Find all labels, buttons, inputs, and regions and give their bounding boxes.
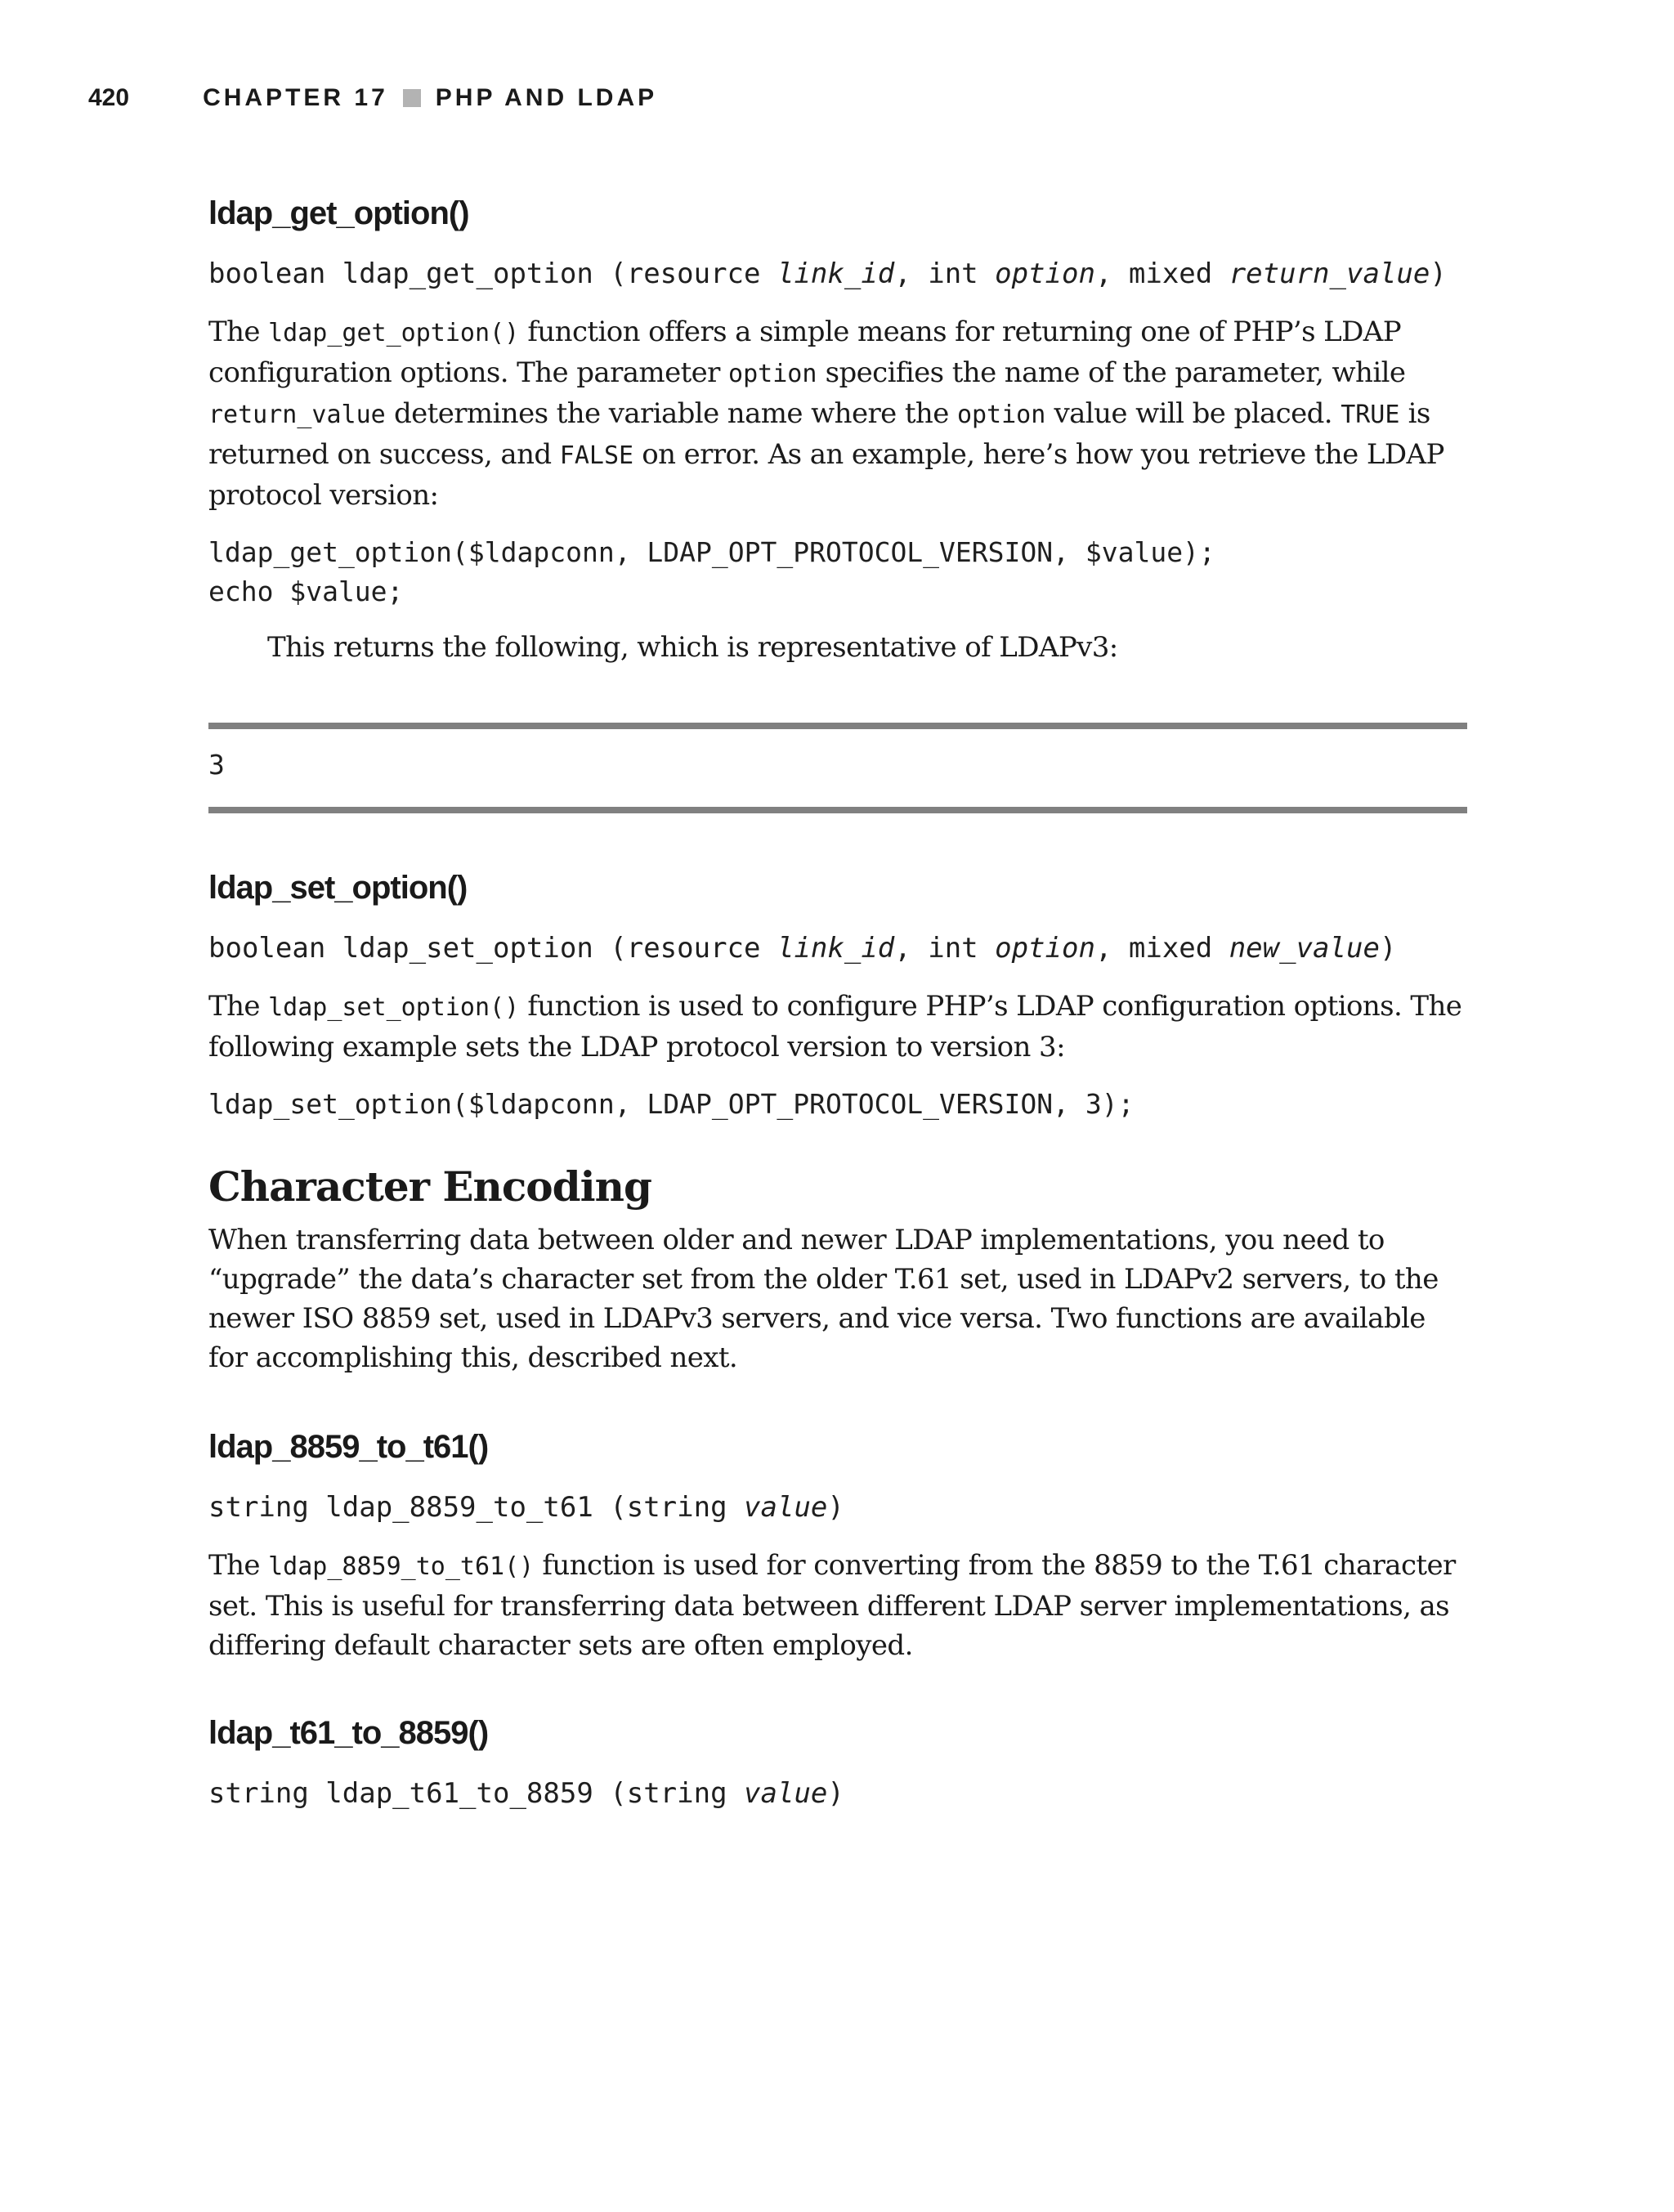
- signature-ldap-set-option: [208, 928, 1467, 969]
- code-line: ldap_get_option($ldapconn, LDAP_OPT_PROTOCOL_VERSION, $value);: [208, 536, 1215, 568]
- text: function is used for converting from the 8859 to the T.61 character set. This is useful for transferring data between different LDAP server implementations, as differing default character sets are often employed.: [208, 1549, 1456, 1662]
- inline-code: TRUE: [1341, 401, 1400, 429]
- text: value will be placed.: [1045, 397, 1341, 430]
- code-block-set-option: ldap_set_option($ldapconn, LDAP_OPT_PROTOCOL_VERSION, 3);: [208, 1088, 1135, 1120]
- sig-text: , int: [894, 257, 996, 290]
- sig-arg: new_value: [1229, 932, 1380, 965]
- text: on error. As an example, here’s how you retrieve the LDAP protocol version:: [208, 438, 1444, 512]
- inline-code: ldap_set_option(): [268, 993, 520, 1022]
- text: The: [208, 316, 269, 348]
- text: determines the variable name where the: [385, 397, 957, 430]
- page-number: 420: [88, 84, 130, 111]
- heading-ldap-t61-to-8859: ldap_t61_to_8859(): [208, 1715, 489, 1751]
- sig-arg: option: [995, 257, 1095, 290]
- inline-code: return_value: [208, 401, 386, 429]
- output-box: [208, 723, 1467, 813]
- text: function is used to configure PHP’s LDAP configuration options. The following example sets the LDAP protocol version to version 3:: [208, 990, 1462, 1063]
- paragraph-output-intro: This returns the following, which is representative of LDAPv3:: [267, 631, 1118, 664]
- sig-arg: option: [995, 932, 1095, 965]
- sig-text: , mixed: [1094, 932, 1229, 965]
- sig-arg: link_id: [777, 257, 895, 290]
- sig-text: ): [827, 1491, 844, 1524]
- sig-text: ): [1430, 257, 1447, 290]
- sig-text: , mixed: [1094, 257, 1229, 290]
- inline-code: ldap_get_option(): [268, 319, 520, 347]
- sig-text: boolean ldap_set_option (resource: [208, 932, 777, 965]
- paragraph-8859-to-t61: [208, 1546, 1467, 1665]
- sig-text: string ldap_t61_to_8859 (string: [208, 1777, 745, 1810]
- text: specifies the name of the parameter, while: [817, 356, 1406, 389]
- code-line: echo $value;: [208, 575, 404, 607]
- signature-ldap-get-option: [208, 253, 1467, 294]
- heading-ldap-8859-to-t61: ldap_8859_to_t61(): [208, 1429, 489, 1465]
- inline-code: FALSE: [559, 441, 634, 470]
- inline-code: ldap_8859_to_t61(): [268, 1552, 535, 1581]
- heading-character-encoding: Character Encoding: [208, 1162, 651, 1211]
- text: is returned on success, and: [208, 397, 1430, 471]
- sig-text: boolean ldap_get_option (resource: [208, 257, 777, 290]
- signature-ldap-t61-to-8859: [208, 1773, 1467, 1814]
- chapter-title: PHP AND LDAP: [435, 84, 658, 111]
- sig-arg: return_value: [1229, 257, 1430, 290]
- heading-ldap-get-option: ldap_get_option(): [208, 195, 469, 231]
- chapter-label: CHAPTER 17: [203, 84, 388, 111]
- sig-text: , int: [894, 932, 996, 965]
- sig-arg: value: [744, 1777, 828, 1810]
- text: The: [208, 990, 269, 1023]
- output-value: 3: [208, 749, 225, 781]
- code-block-get-option: [208, 533, 1467, 611]
- paragraph-get-option: [208, 312, 1467, 515]
- sig-text: ): [1379, 932, 1397, 965]
- sig-arg: value: [744, 1491, 828, 1524]
- sig-text: string ldap_8859_to_t61 (string: [208, 1491, 745, 1524]
- text: The: [208, 1549, 269, 1582]
- square-separator-icon: [403, 89, 421, 107]
- page-content: [208, 188, 1467, 1814]
- sig-text: ): [827, 1777, 844, 1810]
- inline-code: option: [728, 360, 817, 388]
- text: function offers a simple means for returning one of PHP’s LDAP configuration options. The parameter: [208, 316, 1401, 389]
- sig-arg: link_id: [777, 932, 895, 965]
- running-header: [88, 82, 657, 114]
- paragraph-set-option: [208, 987, 1467, 1067]
- inline-code: option: [956, 401, 1046, 429]
- heading-ldap-set-option: ldap_set_option(): [208, 870, 468, 906]
- paragraph-character-encoding: When transferring data between older and newer LDAP implementations, you need to “upgrade” the data’s character set from the older T.61 set, used in LDAPv2 servers, to the newer ISO 8859 set, used in LDAPv3 servers, and vice versa. Two functions are available for accomplishing this, described next.: [208, 1224, 1439, 1374]
- signature-ldap-8859-to-t61: [208, 1487, 1467, 1528]
